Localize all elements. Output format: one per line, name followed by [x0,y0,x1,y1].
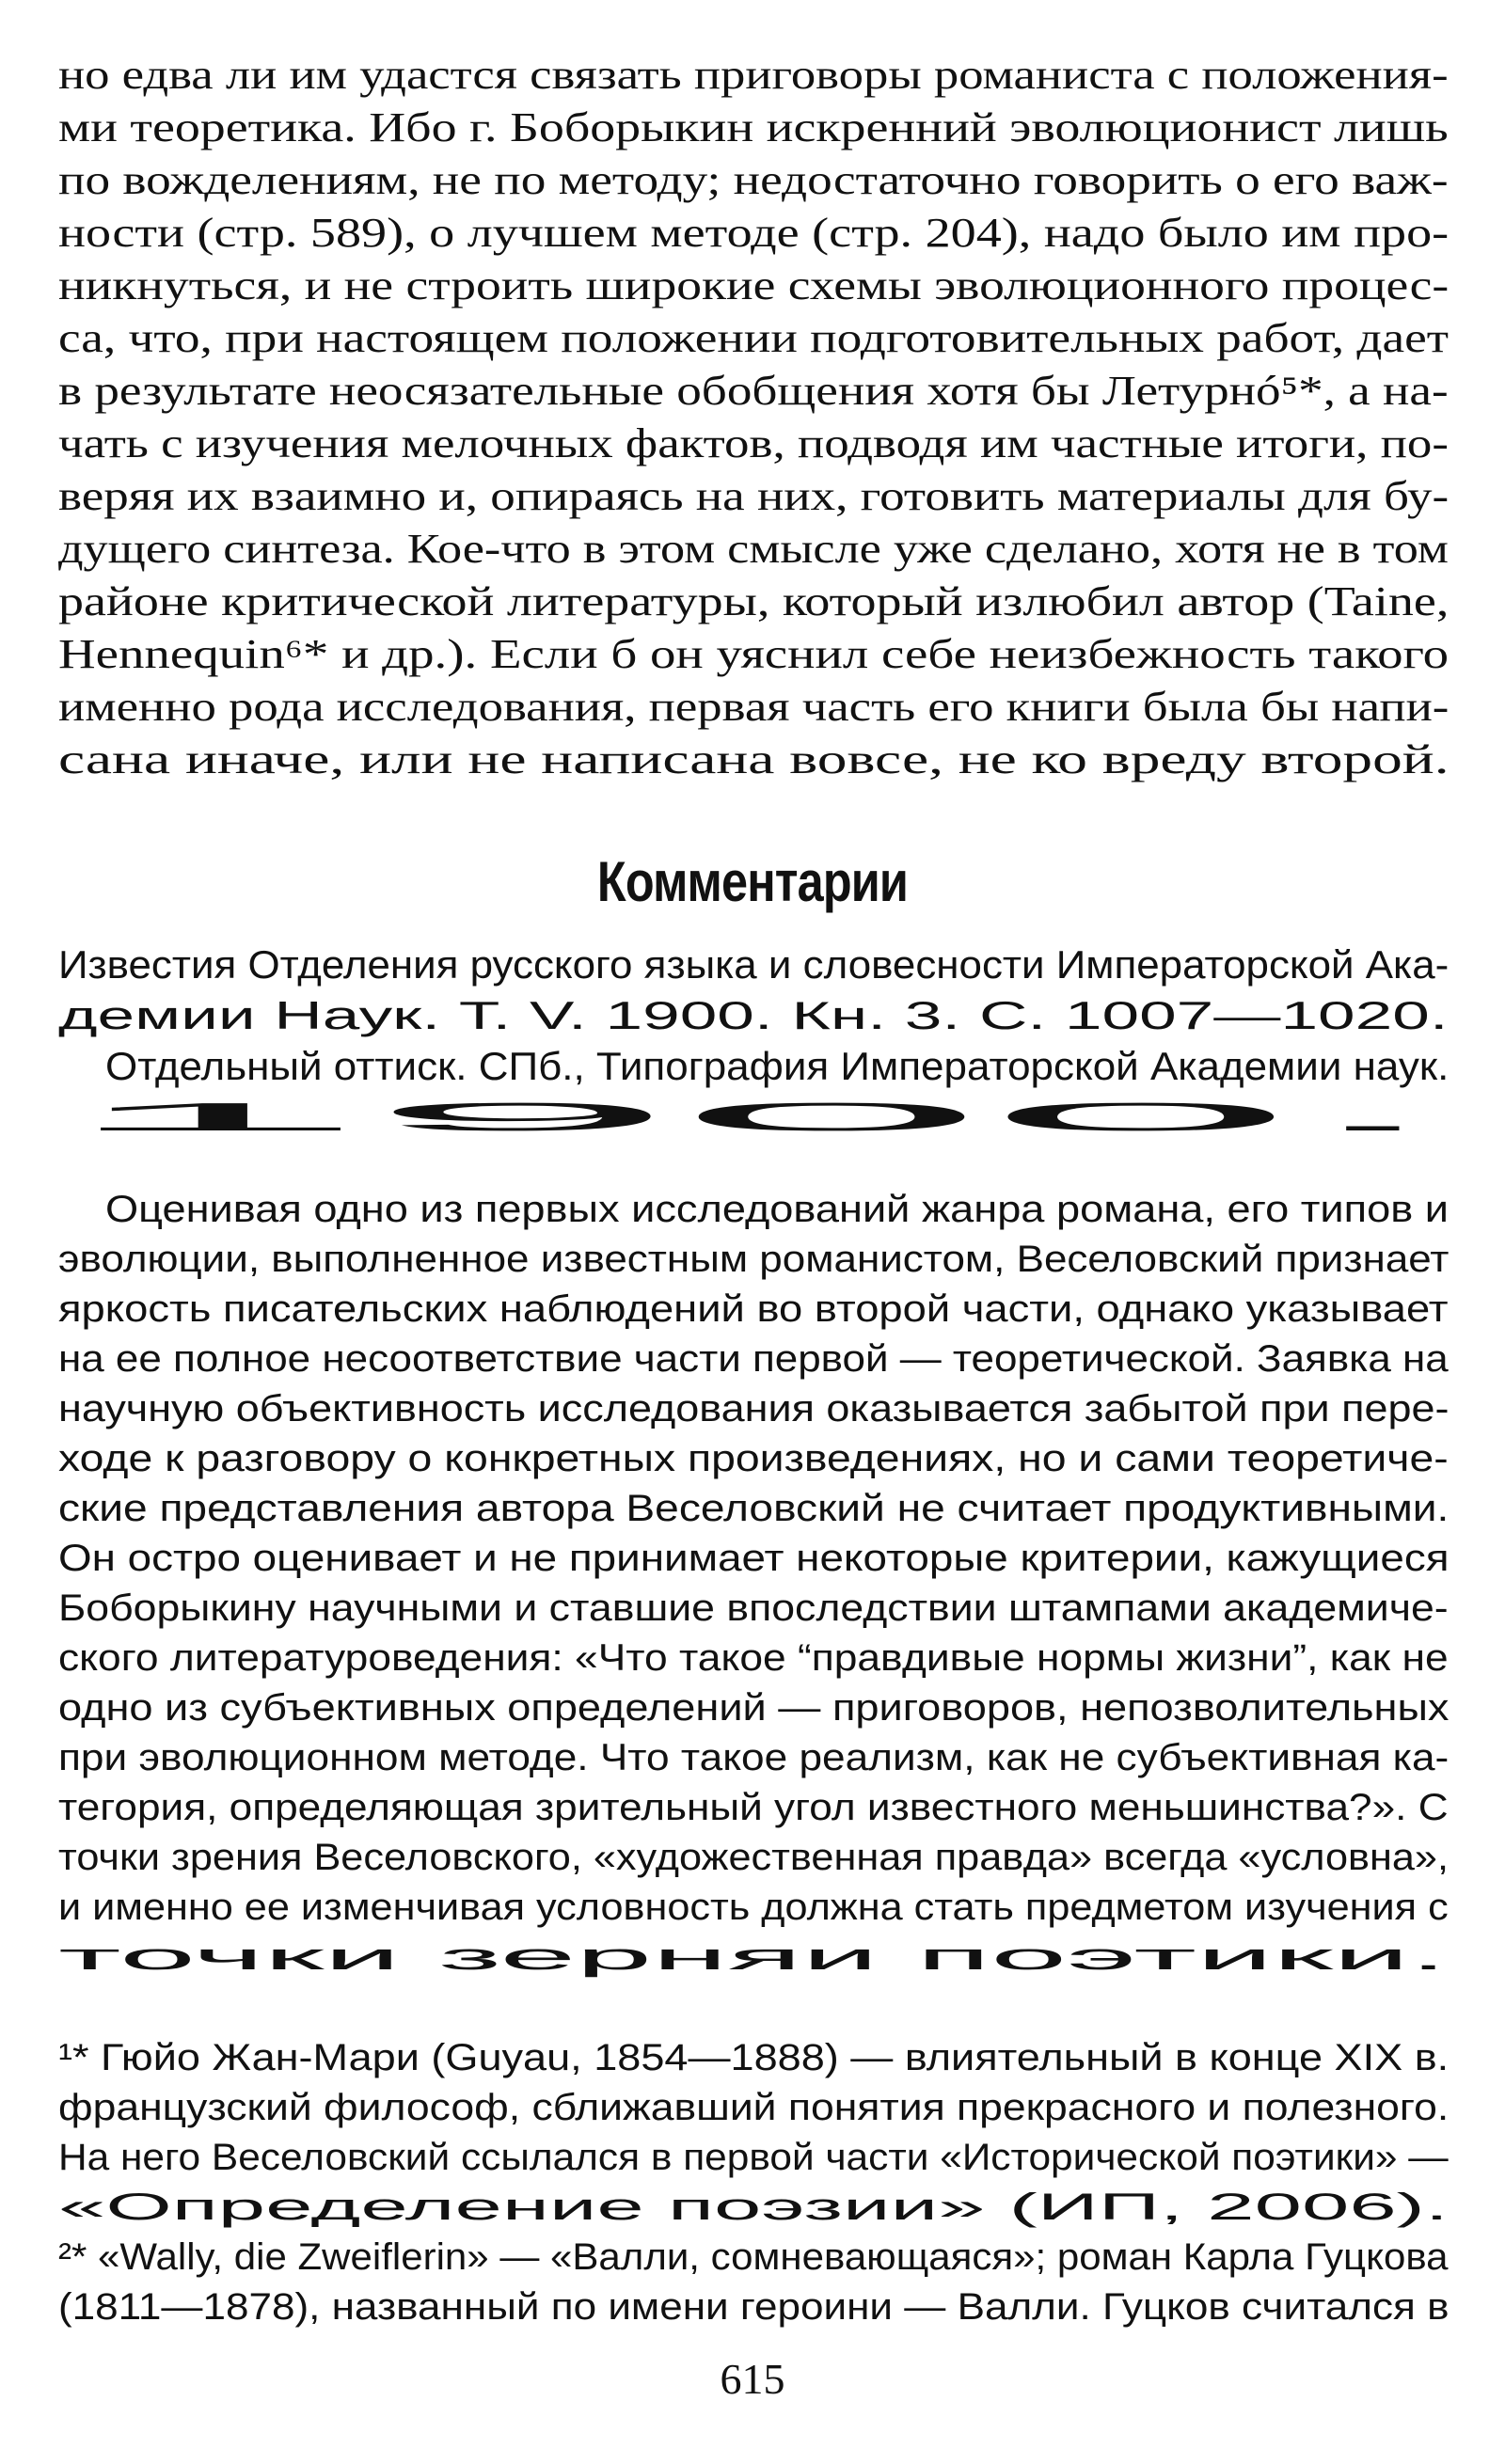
page-number: 615 [720,2355,785,2403]
text-line: но едва ли им удастся связать приговоры романиста с положения- [58,52,1449,98]
text-line: именно рода исследования, первая часть его книги была бы напи- [58,684,1450,730]
text-line: никнуться, и не строить широкие схемы эволюционного процес- [58,262,1450,308]
text-line: ские представления автора Веселовский не считает продуктивными. [58,1488,1450,1529]
source-line: Известия Отделения русского языка и словесности Императорской Ака- [58,942,1450,987]
text-line: точки зерняи поэтики. [58,1936,1448,1978]
text-line: тегория, определяющая зрительный угол известного меньшинства?». С [58,1787,1449,1828]
section-title: Комментарии [596,850,909,913]
text-line: и именно ее изменчивая условность должна стать предметом изучения с [58,1887,1449,1928]
footnote-line: ¹* Гюйо Жан-Мари (Guyau, 1854—1888) — влиятельный в конце XIX в. [58,2037,1450,2078]
source-line: демии Наук. Т. V. 1900. Кн. 3. С. 1007—1020. [58,993,1449,1037]
text-line: сана иначе, или не написана вовсе, не ко вреду второй. [58,736,1450,782]
source-line: 1900. [58,1095,1450,1139]
text-line: ности (стр. 589), о лучшем методе (стр. 204), надо было им про- [58,210,1450,256]
text-line: са, что, при настоящем положении подготовительных работ, дает [58,315,1450,361]
footnote-line: (1811—1878), названный по имени героини — Валли. Гуцков считался в [58,2286,1450,2328]
text-line: ского литературоведения: «Что такое “правдивые нормы жизни”, как не [58,1637,1449,1679]
text-line: Он остро оценивает и не принимает некоторые критерии, кажущиеся [58,1538,1450,1579]
text-line: при эволюционном методе. Что такое реализм, как не субъективная ка- [58,1737,1450,1778]
text-line: одно из субъективных определений — приговоров, непозволительных [58,1687,1450,1729]
text-line: яркость писательских наблюдений во второй части, однако указывает [58,1288,1449,1330]
footnote-line: На него Веселовский ссылался в первой части «Исторической поэтики» — [58,2137,1449,2178]
text-line: научную объективность исследования оказывается забытой при пере- [58,1388,1450,1429]
text-line: ми теоретика. Ибо г. Боборыкин искренний эволюционист лишь [58,104,1449,150]
text-line: Оценивая одно из первых исследований жанра романа, его типов и [105,1189,1449,1230]
text-line: районе критической литературы, который излюбил автор (Taine, [58,578,1450,624]
text-line: на ее полное несоответствие части первой — теоретической. Заявка на [58,1338,1449,1380]
text-line: в результате неосязательные обобщения хотя бы Летурнó⁵*, а на- [58,368,1449,414]
text-line: веряя их взаимно и, опираясь на них, готовить материалы для бу- [58,473,1450,519]
text-line: ходе к разговору о конкретных произведениях, но и сами теоретиче- [58,1438,1449,1479]
source-line: Отдельный оттиск. СПб., Типография Императорской Академии наук. [105,1044,1450,1088]
footnote-line: ²* «Wally, die Zweiflerin» — «Валли, сомневающаяся»; роман Карла Гуцкова [58,2236,1449,2278]
text-line: по вожделениям, не по методу; недостаточно говорить о его важ- [58,157,1449,203]
text-line: точки зрения Веселовского, «художественная правда» всегда «условна», [58,1837,1449,1878]
text-line: Hennequin⁶* и др.). Если б он уяснил себе неизбежность такого [58,631,1450,677]
text-line: дущего синтеза. Кое-что в этом смысле уже сделано, хотя не в том [58,526,1449,572]
text-line: эволюции, выполненное известным романистом, Веселовский признает [58,1239,1450,1280]
text-line: Боборыкину научными и ставшие впоследствии штампами академиче- [58,1587,1449,1629]
text-line: чать с изучения мелочных фактов, подводя им частные итоги, по- [58,420,1449,466]
footnote-line: «Определение поэзии» (ИП, 2006). [58,2187,1449,2228]
footnote-line: французский философ, сближавший понятия прекрасного и полезного. [58,2087,1450,2128]
